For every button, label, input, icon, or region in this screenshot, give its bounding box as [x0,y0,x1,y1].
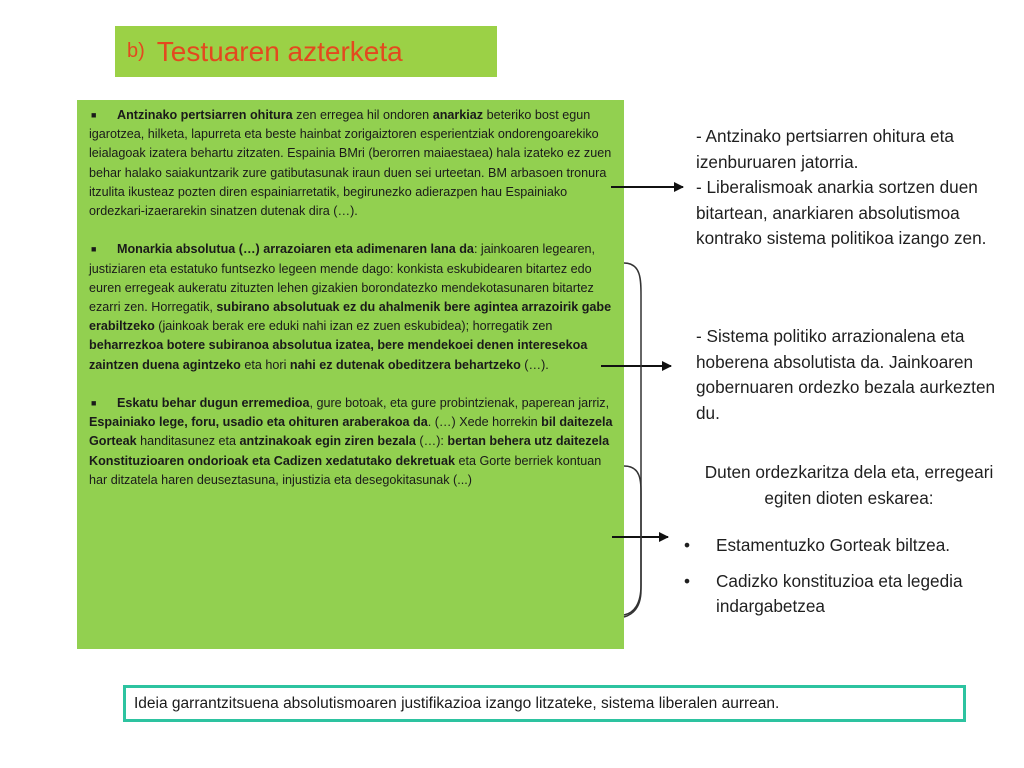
source-paragraph-3 [89,394,615,490]
p3-text-4: (…): [415,434,448,449]
p3-bold-3: bil daitezela Gorteak [89,415,613,449]
bullet-dot-icon: • [684,535,691,555]
title-prefix: b) [127,40,145,62]
slide-title: Testuaren azterketa [156,35,403,67]
list-item-text: Estamentuzko Gorteak biltzea. [716,535,951,555]
p3-text-5: eta Gorte berriek kontuan har ditzatela haren deuseztasuna, injustizia eta desegokitasunak (...) [89,453,602,487]
source-text-panel [77,100,624,649]
p1-bold-2: anarkiaz [432,108,484,122]
square-bullet-icon: ■ [91,244,97,255]
p2-text-3: eta hori [240,357,290,372]
source-paragraph-1 [89,106,615,221]
p2-text-4: (…). [520,357,549,372]
p3-bold-1: Eskatu behar dugun erremedioa [117,396,310,411]
p3-bold-4: antzinakoak egin ziren bezala [239,434,416,449]
source-paragraph-2 [89,240,615,374]
list-item-text: Cadizko konstituzioa eta legedia indargabetzea [716,570,963,616]
summary-box [123,685,966,722]
right-brace-paragraph-3 [624,466,641,617]
p3-bold-2: Espainiako lege, foru, usadio eta ohituren araberakoa da [89,415,428,430]
p3-bold-5: bertan behera utz daitezela Konstituzioaren ondorioak eta Cadizen xedatutako dekretuak [89,434,610,468]
p1-text-2: beteriko bost egun igarotzea, hilketa, lapurreta eta beste hainbat zorigaiztoren esperientziak ondorengoarekiko leialagoak izatera behartu zitzaten. Espainia BMri (berorren maiaestaea) hala izateko ez zuen behar halako saiakuntzarik zure gatibutasunak iraun duen sei urteetan. BM arbasoen tronura itzulita ikusteaz pozten diren espainiarretatik, begirunezko adierazpen hau Espainiako ordezkari-izaerarekin sinatzen dutenak dira (…). [89,108,612,219]
p1-text-1: zen erregea hil ondoren [292,108,433,122]
analysis-block-3-list [680,533,1016,630]
p2-text-1: : jainkoaren legearen, justiziaren eta estatuko funtsezko legeen mende dago: konkista eskubidearen bitartez edo euren erregeak aukeratu zituzten lehen gizakien borondatezko mendekotasunaren bitartez ezarri zen. Horregatik, [89,242,596,315]
p3-text-1: , gure botoak, eta gure probintzienak, paperean jarriz, [309,396,610,411]
list-item [680,569,1016,620]
analysis-block-3-heading: Duten ordezkaritza dela eta, erregeari egiten dioten eskarea: [704,462,994,508]
bullet-dot-icon: • [684,570,691,591]
summary-text: Ideia garrantzitsuena absolutismoaren justifikazioa izango litzateke, sistema liberalen aurrean. [134,694,780,712]
slide-title-box [115,26,497,77]
p3-text-2: . (…) Xede horrekin [427,415,542,430]
analysis-block-1: - Antzinako pertsiarren ohitura eta izenburuaren jatorria. - Liberalismoak anarkia sortzen duen bitartean, anarkiaren absolutismoa kontrako sistema politikoa izango zen. [696,126,987,248]
analysis-block-2: - Sistema politiko arrazionalena eta hoberena absolutista da. Jainkoaren gobernuaren ordezko bezala aurkezten du. [696,326,996,423]
list-item [680,533,1016,559]
right-brace-paragraph-2 [624,263,641,615]
square-bullet-icon: ■ [91,398,97,409]
square-bullet-icon: ■ [91,110,97,120]
p1-bold-1: Antzinako pertsiarren ohitura [117,108,293,122]
p2-bold-1: Monarkia absolutua (…) arrazoiaren eta adimenaren lana da [117,242,474,257]
p2-bold-4: nahi ez dutenak obeditzera behartzeko [289,357,521,372]
p3-text-3: handitasunez eta [136,434,240,449]
p2-bold-3: beharrezkoa botere subiranoa absolutua izatea, bere mendekoei denen interesekoa zaintzen duena agintzeko [89,338,588,372]
p2-bold-2: subirano absolutuak ez du ahalmenik bere agintea arrazoirik gabe erabiltzeko [89,300,612,334]
p2-text-2: (jainkoak berak ere eduki nahi izan ez zuen eskubidea); horregatik zen [154,319,553,334]
